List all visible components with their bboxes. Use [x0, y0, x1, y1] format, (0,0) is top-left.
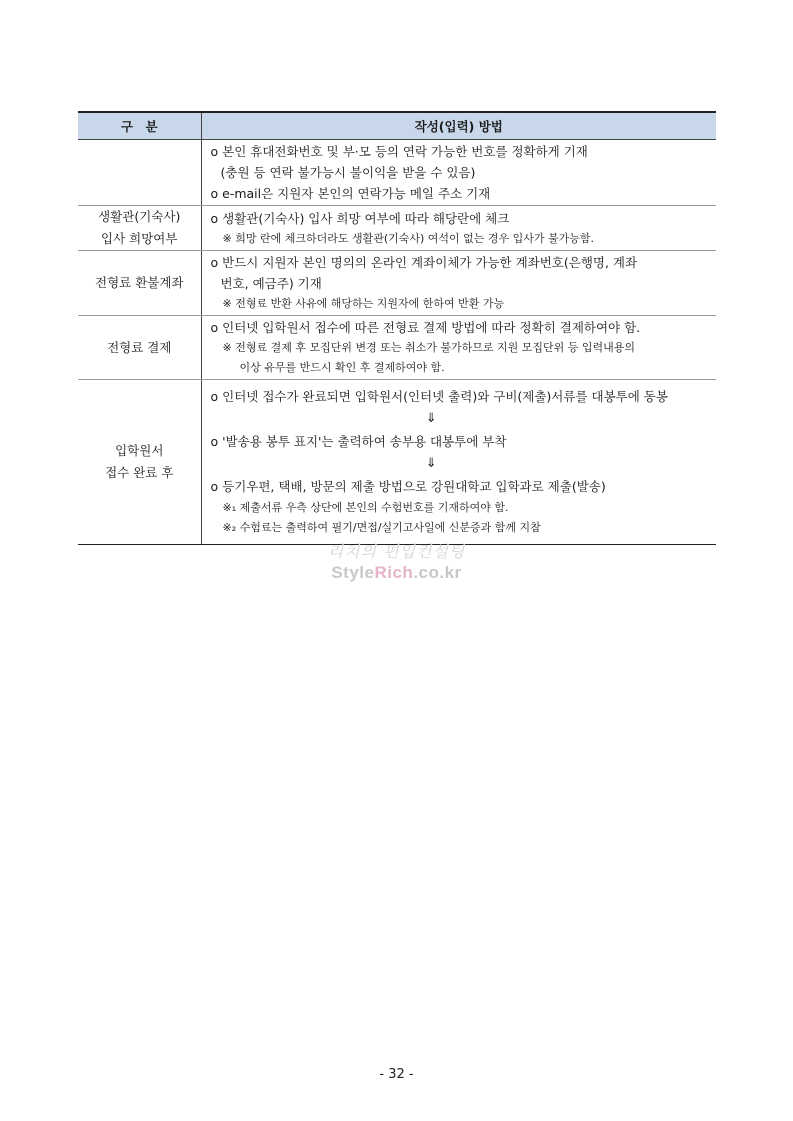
method-step: o '발송용 봉투 표지'는 출력하여 송부용 대봉투에 부착 [210, 434, 507, 449]
row-method [201, 251, 716, 316]
row-method [201, 380, 716, 545]
down-arrow-icon: ⇓ [425, 411, 437, 426]
table-row [78, 140, 716, 206]
page-number: - 32 - [379, 1067, 414, 1082]
row-category [78, 140, 201, 206]
row-category [78, 251, 201, 316]
row-category [78, 206, 201, 251]
header-method: 작성(입력) 방법 [201, 112, 716, 140]
watermark-line1: 리치의 편입컨설팅 [327, 542, 466, 561]
category-line: 전형료 환불계좌 [95, 275, 184, 290]
table-row [78, 251, 716, 316]
row-method [201, 316, 716, 380]
method-line: o 본인 휴대전화번호 및 부·모 등의 연락 가능한 번호를 정확하게 기재 [210, 144, 588, 159]
down-arrow-icon: ⇓ [425, 456, 437, 471]
method-line: o 반드시 지원자 본인 명의의 온라인 계좌이체가 가능한 계좌번호(은행명, 계좌 [210, 255, 638, 270]
method-note: ※₂ 수험료는 출력하여 필기/면접/실기고사일에 신분증과 함께 지참 [222, 521, 541, 534]
table-row [78, 380, 716, 545]
method-step: o 인터넷 접수가 완료되면 입학원서(인터넷 출력)와 구비(제출)서류를 대봉투에 동봉 [210, 389, 668, 404]
instructions-table [78, 111, 716, 545]
header-category: 구 분 [78, 112, 201, 140]
table-row [78, 316, 716, 380]
method-note: ※ 전형료 반환 사유에 해당하는 지원자에 한하여 반환 가능 [222, 297, 505, 310]
category-line: 입학원서 [115, 443, 164, 458]
method-note: ※ 희망 란에 체크하더라도 생활관(기숙사) 여석이 없는 경우 입사가 불가능함. [222, 231, 595, 245]
watermark-domain: .co.kr [413, 563, 462, 582]
category-line: 입사 희망여부 [101, 231, 178, 246]
method-line: o e-mail은 지원자 본인의 연락가능 메일 주소 기재 [210, 186, 491, 201]
watermark-line2 [0, 563, 793, 583]
category-line: 생활관(기숙사) [98, 209, 181, 224]
method-line: o 생활관(기숙사) 입사 희망 여부에 따라 해당란에 체크 [210, 210, 510, 226]
category-line: 접수 완료 후 [105, 465, 174, 480]
method-step: o 등기우편, 택배, 방문의 제출 방법으로 강원대학교 입학과로 제출(발송) [210, 479, 606, 494]
method-note: ※ 전형료 결제 후 모집단위 변경 또는 취소가 불가하므로 지원 모집단위 등 입력내용의 [222, 341, 635, 354]
row-category [78, 316, 201, 380]
table-row [78, 206, 716, 251]
row-method [201, 206, 716, 251]
watermark-rich: Rich [374, 563, 414, 582]
table-header-row [78, 112, 716, 140]
row-method [201, 140, 716, 206]
method-line: 번호, 예금주) 기재 [220, 276, 322, 291]
category-line: 전형료 결제 [107, 339, 172, 355]
method-note: ※₁ 제출서류 우측 상단에 본인의 수험번호를 기재하여야 함. [222, 501, 509, 514]
method-note: 이상 유무를 반드시 확인 후 결제하여야 함. [239, 361, 445, 374]
row-category [78, 380, 201, 545]
method-line: (충원 등 연락 불가능시 불이익을 받을 수 있음) [220, 165, 476, 180]
watermark-style: Style [331, 563, 375, 582]
method-line: o 인터넷 입학원서 접수에 따른 전형료 결제 방법에 따라 정확히 결제하여야 함. [210, 320, 641, 335]
